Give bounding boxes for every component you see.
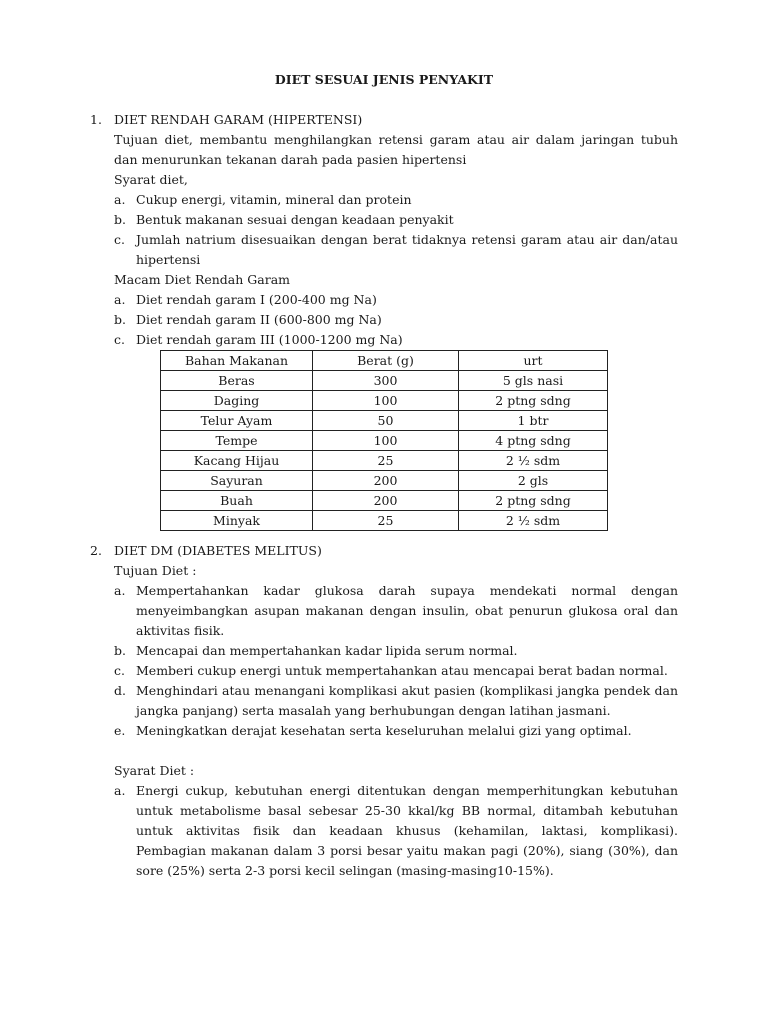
table-header-cell: Berat (g) xyxy=(313,351,459,371)
list-text: Meningkatkan derajat kesehatan serta keseluruhan melalui gizi yang optimal. xyxy=(136,723,632,738)
list-marker: a. xyxy=(114,783,126,798)
section-2-number: 2. xyxy=(90,543,102,558)
document-title: DIET SESUAI JENIS PENYAKIT xyxy=(274,72,494,87)
section-1-heading xyxy=(90,110,362,130)
list-item xyxy=(114,230,678,270)
table-header-row xyxy=(161,351,608,371)
table-cell: Kacang Hijau xyxy=(161,451,313,471)
list-marker: b. xyxy=(114,643,126,658)
list-marker: a. xyxy=(114,583,126,598)
table-cell: 25 xyxy=(313,451,459,471)
table-cell: 2 ½ sdm xyxy=(459,451,608,471)
table-cell: Telur Ayam xyxy=(161,411,313,431)
section-1-title: DIET RENDAH GARAM (HIPERTENSI) xyxy=(114,112,363,127)
table-cell: 2 ½ sdm xyxy=(459,511,608,531)
section-1-purpose: Tujuan diet, membantu menghilangkan retensi garam atau air dalam jaringan tubuh dan menurunkan tekanan darah pada pasien hipertensi xyxy=(114,132,678,167)
list-text: Bentuk makanan sesuai dengan keadaan penyakit xyxy=(136,212,454,227)
list-text: Diet rendah garam II (600-800 mg Na) xyxy=(136,312,382,327)
section-1-number: 1. xyxy=(90,112,102,127)
table-cell: 5 gls nasi xyxy=(459,371,608,391)
table-row xyxy=(161,491,608,511)
list-item xyxy=(114,721,678,741)
table-cell: 1 btr xyxy=(459,411,608,431)
table-cell: 25 xyxy=(313,511,459,531)
list-item xyxy=(114,330,678,350)
list-marker: b. xyxy=(114,312,126,327)
section-2-requirements-label: Syarat Diet : xyxy=(114,763,195,778)
list-marker: a. xyxy=(114,192,126,207)
list-item xyxy=(114,681,678,721)
list-item xyxy=(114,781,678,881)
section-1-requirements-label: Syarat diet, xyxy=(114,172,188,187)
section-2-heading xyxy=(90,541,322,561)
table-header-cell: urt xyxy=(459,351,608,371)
table-cell: Tempe xyxy=(161,431,313,451)
spacer xyxy=(114,741,678,761)
table-row xyxy=(161,431,608,451)
list-item xyxy=(114,290,678,310)
section-1-types-label: Macam Diet Rendah Garam xyxy=(114,272,291,287)
table-cell: 2 ptng sdng xyxy=(459,391,608,411)
list-item xyxy=(114,661,678,681)
table-cell: 300 xyxy=(313,371,459,391)
table-cell: 2 gls xyxy=(459,471,608,491)
list-text: Memberi cukup energi untuk mempertahankan atau mencapai berat badan normal. xyxy=(136,663,668,678)
table-row xyxy=(161,471,608,491)
table-cell: Daging xyxy=(161,391,313,411)
list-marker: c. xyxy=(114,663,125,678)
list-text: Diet rendah garam I (200-400 mg Na) xyxy=(136,292,377,307)
table-cell: 200 xyxy=(313,491,459,511)
section-1-body xyxy=(114,130,678,350)
table-cell: Buah xyxy=(161,491,313,511)
table-cell: 100 xyxy=(313,391,459,411)
list-text: Cukup energi, vitamin, mineral dan protein xyxy=(136,192,412,207)
table-row xyxy=(161,391,608,411)
section-2-title: DIET DM (DIABETES MELITUS) xyxy=(114,543,322,558)
table-cell: 200 xyxy=(313,471,459,491)
list-text: Diet rendah garam III (1000-1200 mg Na) xyxy=(136,332,403,347)
table-cell: 50 xyxy=(313,411,459,431)
list-item xyxy=(114,210,678,230)
table-row xyxy=(161,371,608,391)
list-text: Energi cukup, kebutuhan energi ditentukan dengan memperhitungkan kebutuhan untuk metabolisme basal sebesar 25-30 kkal/kg BB normal, ditambah kebutuhan untuk aktivitas fisik dan keadaan khusus (kehamilan, laktasi, komplikasi). Pembagian makanan dalam 3 porsi besar yaitu makan pagi (20%), siang (30%), dan sore (25%) serta 2-3 porsi kecil selingan (masing-masing10-15%). xyxy=(136,783,678,878)
list-text: Mencapai dan mempertahankan kadar lipida serum normal. xyxy=(136,643,518,658)
food-table xyxy=(160,350,608,531)
list-marker: a. xyxy=(114,292,126,307)
table-cell: Minyak xyxy=(161,511,313,531)
list-marker: d. xyxy=(114,683,126,698)
section-2-body xyxy=(114,561,678,881)
table-cell: Sayuran xyxy=(161,471,313,491)
table-cell: Beras xyxy=(161,371,313,391)
list-text: Menghindari atau menangani komplikasi akut pasien (komplikasi jangka pendek dan jangka panjang) serta masalah yang berhubungan dengan latihan jasmani. xyxy=(136,683,678,718)
list-item xyxy=(114,190,678,210)
list-marker: b. xyxy=(114,212,126,227)
table-header-cell: Bahan Makanan xyxy=(161,351,313,371)
section-2-purpose-label: Tujuan Diet : xyxy=(114,563,197,578)
table-row xyxy=(161,411,608,431)
list-item xyxy=(114,641,678,661)
table-row xyxy=(161,511,608,531)
table-cell: 100 xyxy=(313,431,459,451)
list-item xyxy=(114,310,678,330)
table-cell: 2 ptng sdng xyxy=(459,491,608,511)
list-marker: c. xyxy=(114,332,125,347)
list-marker: e. xyxy=(114,723,126,738)
list-text: Mempertahankan kadar glukosa darah supaya mendekati normal dengan menyeimbangkan asupan makanan dengan insulin, obat penurun glukosa oral dan aktivitas fisik. xyxy=(136,583,678,638)
table-cell: 4 ptng sdng xyxy=(459,431,608,451)
list-marker: c. xyxy=(114,232,125,247)
list-text: Jumlah natrium disesuaikan dengan berat tidaknya retensi garam atau air dan/atau hipertensi xyxy=(136,232,678,267)
list-item xyxy=(114,581,678,641)
table-row xyxy=(161,451,608,471)
